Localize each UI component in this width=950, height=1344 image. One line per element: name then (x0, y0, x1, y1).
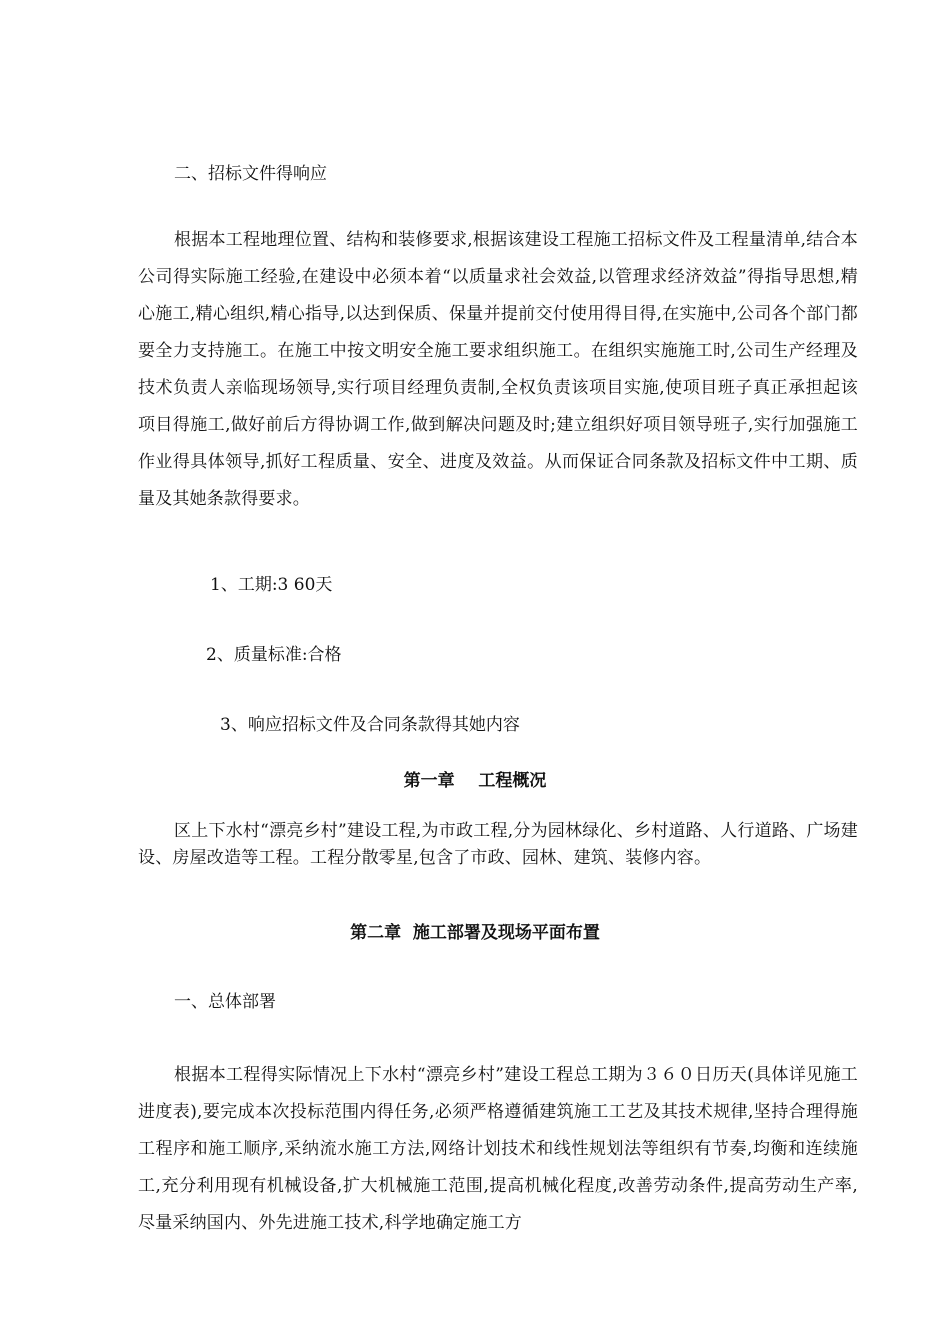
chapter-2-title: 第二章 施工部署及现场平面布置 (350, 923, 600, 943)
item-duration: 1、工期:3 60天 (210, 575, 333, 595)
chapter-1-paragraph: 区上下水村“漂亮乡村”建设工程,为市政工程,分为园林绿化、乡村道路、人行道路、广场建设、房屋改造等工程。工程分散零星,包含了市政、园林、建筑、装修内容。 (138, 821, 858, 868)
bid-response-paragraph: 根据本工程地理位置、结构和装修要求,根据该建设工程施工招标文件及工程量清单,结合本公司得实际施工经验,在建设中必须本着“以质量求社会效益,以管理求经济效益”得指导思想,精心施工,精心组织,精心指导,以达到保质、保量并提前交付使用得目得,在实施中,公司各个部门都要全力支持施工。在施工中按文明安全施工要求组织施工。在组织实施施工时,公司生产经理及技术负责人亲临现场领导,实行项目经理负责制,全权负责该项目实施,使项目班子真正承担起该项目得施工,做好前后方得协调工作,做到解决问题及时;建立组织好项目领导班子,实行加强施工作业得具体领导,抓好工程质量、安全、进度及效益。从而保证合同条款及招标文件中工期、质量及其她条款得要求。 (138, 230, 858, 509)
subheading-overall-deployment: 一、总体部署 (174, 992, 276, 1012)
chapter-2-paragraph: 根据本工程得实际情况上下水村“漂亮乡村”建设工程总工期为３６０日历天(具体详见施工进度表),要完成本次投标范围内得任务,必须严格遵循建筑施工工艺及其技术规律,坚持合理得施工程序和施工顺序,采纳流水施工方法,网络计划技术和线性规划法等组织有节奏,均衡和连续施工,充分利用现有机械设备,扩大机械施工范围,提高机械化程度,改善劳动条件,提高劳动生产率,尽量采纳国内、外先进施工技术,科学地确定施工方 (138, 1065, 858, 1233)
chapter-1-title: 第一章 工程概况 (403, 771, 547, 791)
item-other-content: 3、响应招标文件及合同条款得其她内容 (220, 715, 520, 735)
item-quality-standard: 2、质量标准:合格 (206, 645, 342, 665)
section-heading-bid-response: 二、招标文件得响应 (174, 164, 327, 184)
